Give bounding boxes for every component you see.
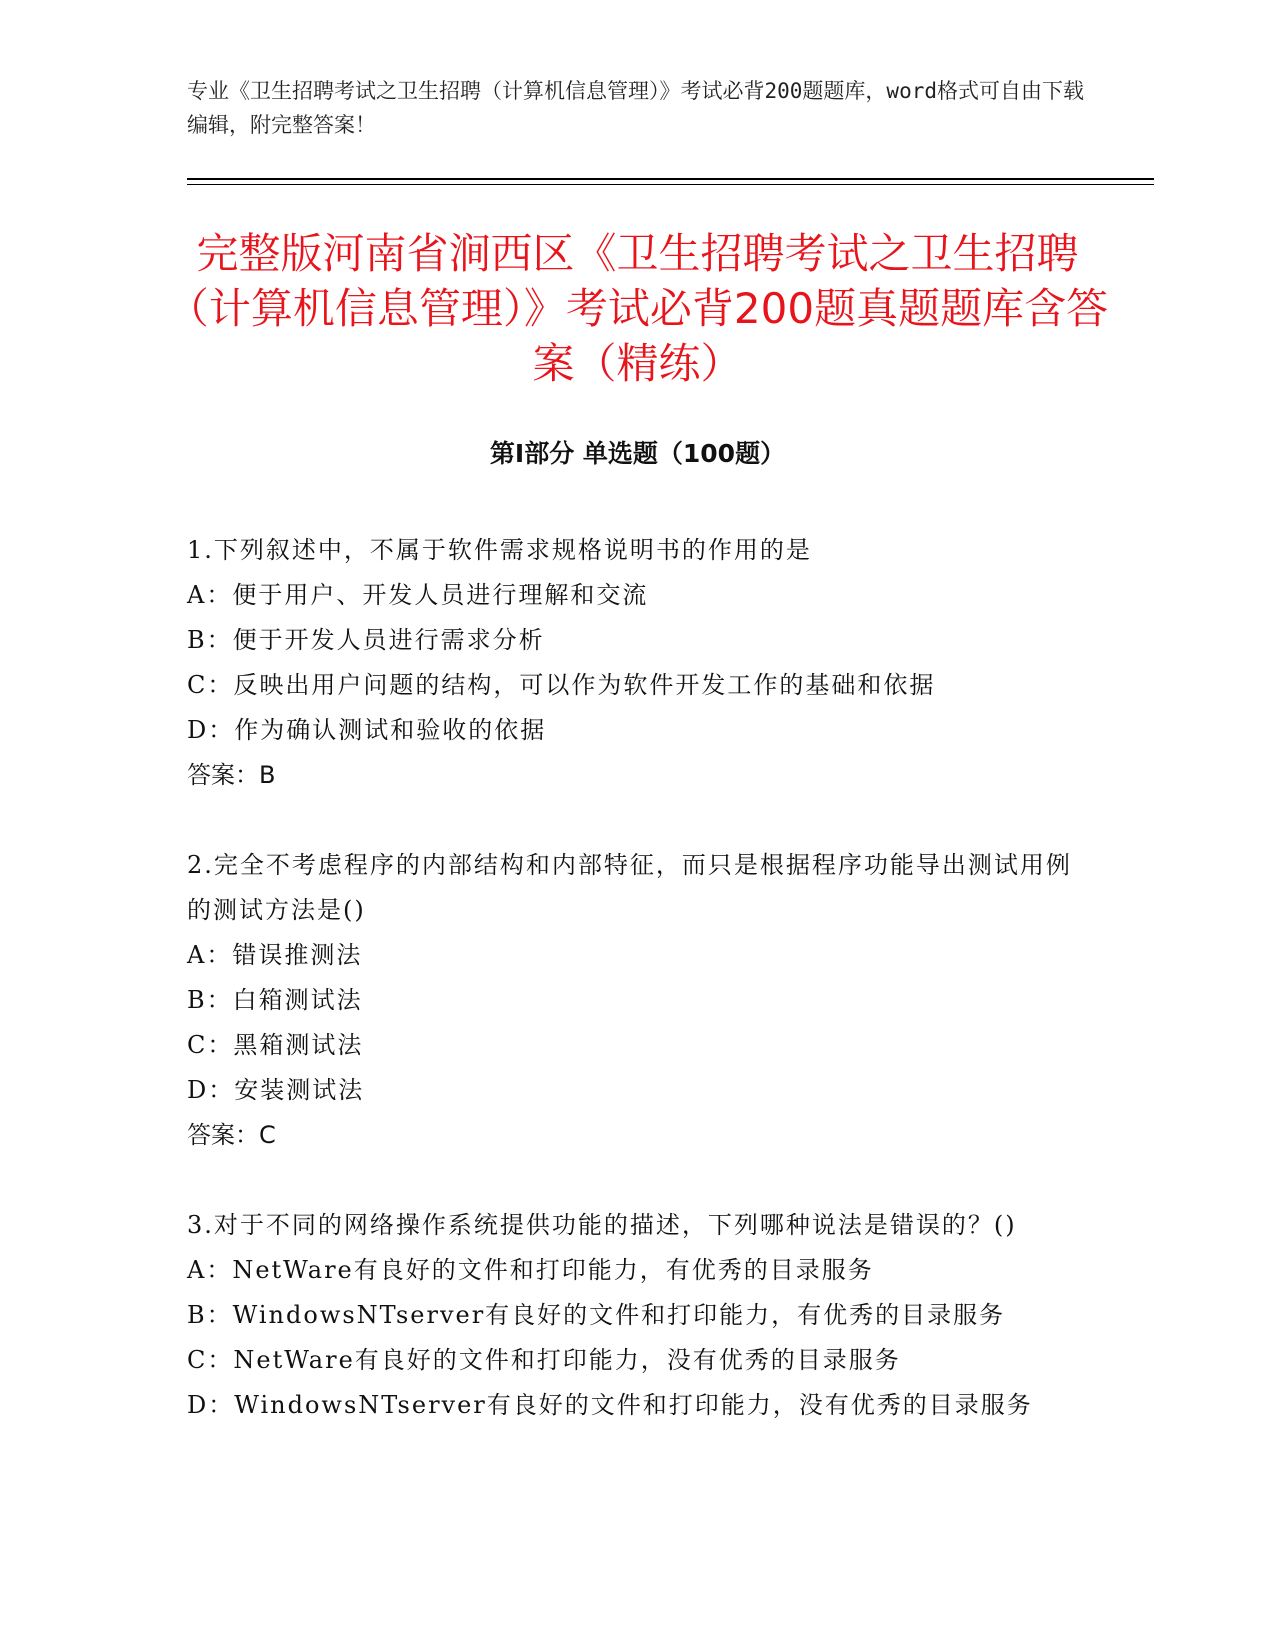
question-2 — [187, 843, 1087, 1158]
option-b: B：白箱测试法 — [187, 986, 363, 1014]
option-d: D：WindowsNTserver有良好的文件和打印能力，没有优秀的目录服务 — [187, 1391, 1033, 1419]
answer-label: 答案： — [187, 1121, 259, 1149]
answer-value: C — [259, 1121, 276, 1149]
option-c: C：黑箱测试法 — [187, 1031, 364, 1059]
option-c: C：反映出用户问题的结构，可以作为软件开发工作的基础和依据 — [187, 671, 936, 699]
answer-line — [187, 1113, 1087, 1158]
option-d: D：作为确认测试和验收的依据 — [187, 716, 547, 744]
answer-line — [187, 753, 1087, 798]
question-1 — [187, 528, 1087, 798]
question-list — [187, 528, 1087, 1473]
option-b: B：便于开发人员进行需求分析 — [187, 626, 545, 654]
option-a: A：错误推测法 — [187, 941, 363, 969]
answer-label: 答案： — [187, 761, 259, 789]
answer-value: B — [259, 761, 276, 789]
question-stem: 1.下列叙述中，不属于软件需求规格说明书的作用的是 — [187, 536, 812, 564]
option-c: C：NetWare有良好的文件和打印能力，没有优秀的目录服务 — [187, 1346, 901, 1374]
section-title: 第Ⅰ部分 单选题（100题） — [489, 439, 786, 468]
option-d: D：安装测试法 — [187, 1076, 365, 1104]
question-stem: 3.对于不同的网络操作系统提供功能的描述，下列哪种说法是错误的？() — [187, 1211, 1017, 1239]
option-b: B：WindowsNTserver有良好的文件和打印能力，有优秀的目录服务 — [187, 1301, 1006, 1329]
question-3 — [187, 1203, 1087, 1428]
header-divider-bottom — [187, 184, 1154, 185]
header-note: 专业《卫生招聘考试之卫生招聘（计算机信息管理）》考试必背200题题库，word格式可自由下载编辑，附完整答案！ — [187, 79, 1084, 137]
option-a: A：便于用户、开发人员进行理解和交流 — [187, 581, 649, 609]
question-stem: 2.完全不考虑程序的内部结构和内部特征，而只是根据程序功能导出测试用例的测试方法是() — [187, 851, 1072, 924]
header-divider-top — [187, 178, 1154, 180]
option-a: A：NetWare有良好的文件和打印能力，有优秀的目录服务 — [187, 1256, 874, 1284]
document-title: 完整版河南省涧西区《卫生招聘考试之卫生招聘（计算机信息管理）》考试必背200题真题题库含答案（精练） — [166, 229, 1109, 388]
